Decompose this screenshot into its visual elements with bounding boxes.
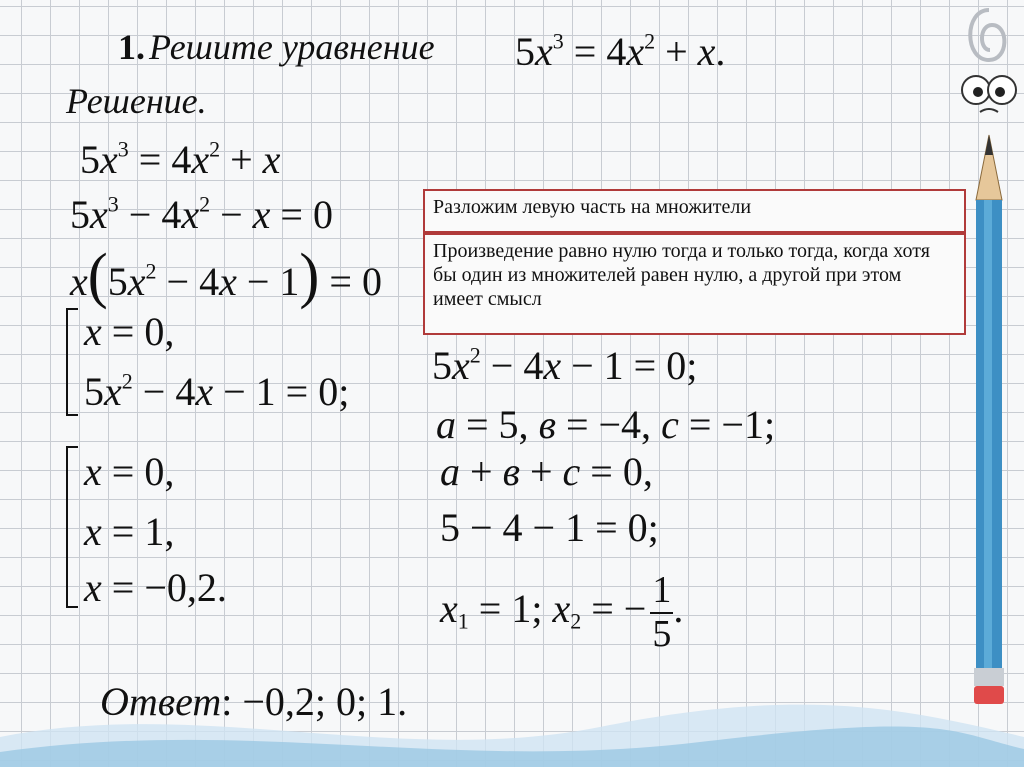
root-line-2: x = 1, — [84, 509, 175, 554]
coefficient-sum: a + в + c = 0, — [440, 449, 653, 494]
quadratic-equation: $5x^2 - 4x - 1 = 0$; — [432, 342, 698, 388]
system-1-line-2: $5x^2 - 4x - 1 = 0$; — [84, 368, 350, 414]
equation-step-1: $5x^3 = 4x^2 + x$ — [80, 136, 281, 182]
task-equation: $5x^3 = 4x^2 + x$. — [515, 28, 726, 74]
answer-values: : −0,2; 0; 1. — [221, 679, 408, 724]
answer-label: Ответ — [100, 679, 222, 724]
system-bracket-1 — [66, 308, 78, 416]
coefficients: a = 5, в = −4, c = −1; — [436, 402, 776, 447]
roots-result: $x_1 = 1$; $x_2$ = − $\frac{1}{5}$ . — [440, 569, 684, 655]
root-line-3: x = −0,2. — [84, 565, 227, 610]
face-icon — [962, 76, 1016, 112]
equation-step-3: $x(5x^2 - 4x - 1) = 0$ — [70, 240, 382, 310]
factor-note-box — [423, 189, 966, 233]
equation-step-2: $5x^3 - 4x^2 - x = 0$ — [70, 191, 333, 237]
root-line-1: x = 0, — [84, 449, 175, 494]
product-note-box — [423, 233, 966, 335]
system-bracket-2 — [66, 446, 78, 608]
factor-note-text: Разложим левую часть на множители — [433, 196, 752, 218]
solution-label: Решение. — [66, 81, 207, 121]
answer-line — [100, 679, 408, 724]
task-number: 1. — [118, 27, 145, 67]
pencil-decoration — [954, 0, 1024, 767]
task-title — [118, 26, 435, 68]
product-note-text: Произведение равно нулю тогда и только тогда, когда хотя бы один из множителей равен нулю, а другой при этом имеет смысл — [433, 240, 930, 310]
task-text: Решите уравнение — [149, 27, 435, 67]
system-1-line-1: x = 0, — [84, 309, 175, 354]
sum-check: 5 − 4 − 1 = 0; — [440, 505, 659, 550]
